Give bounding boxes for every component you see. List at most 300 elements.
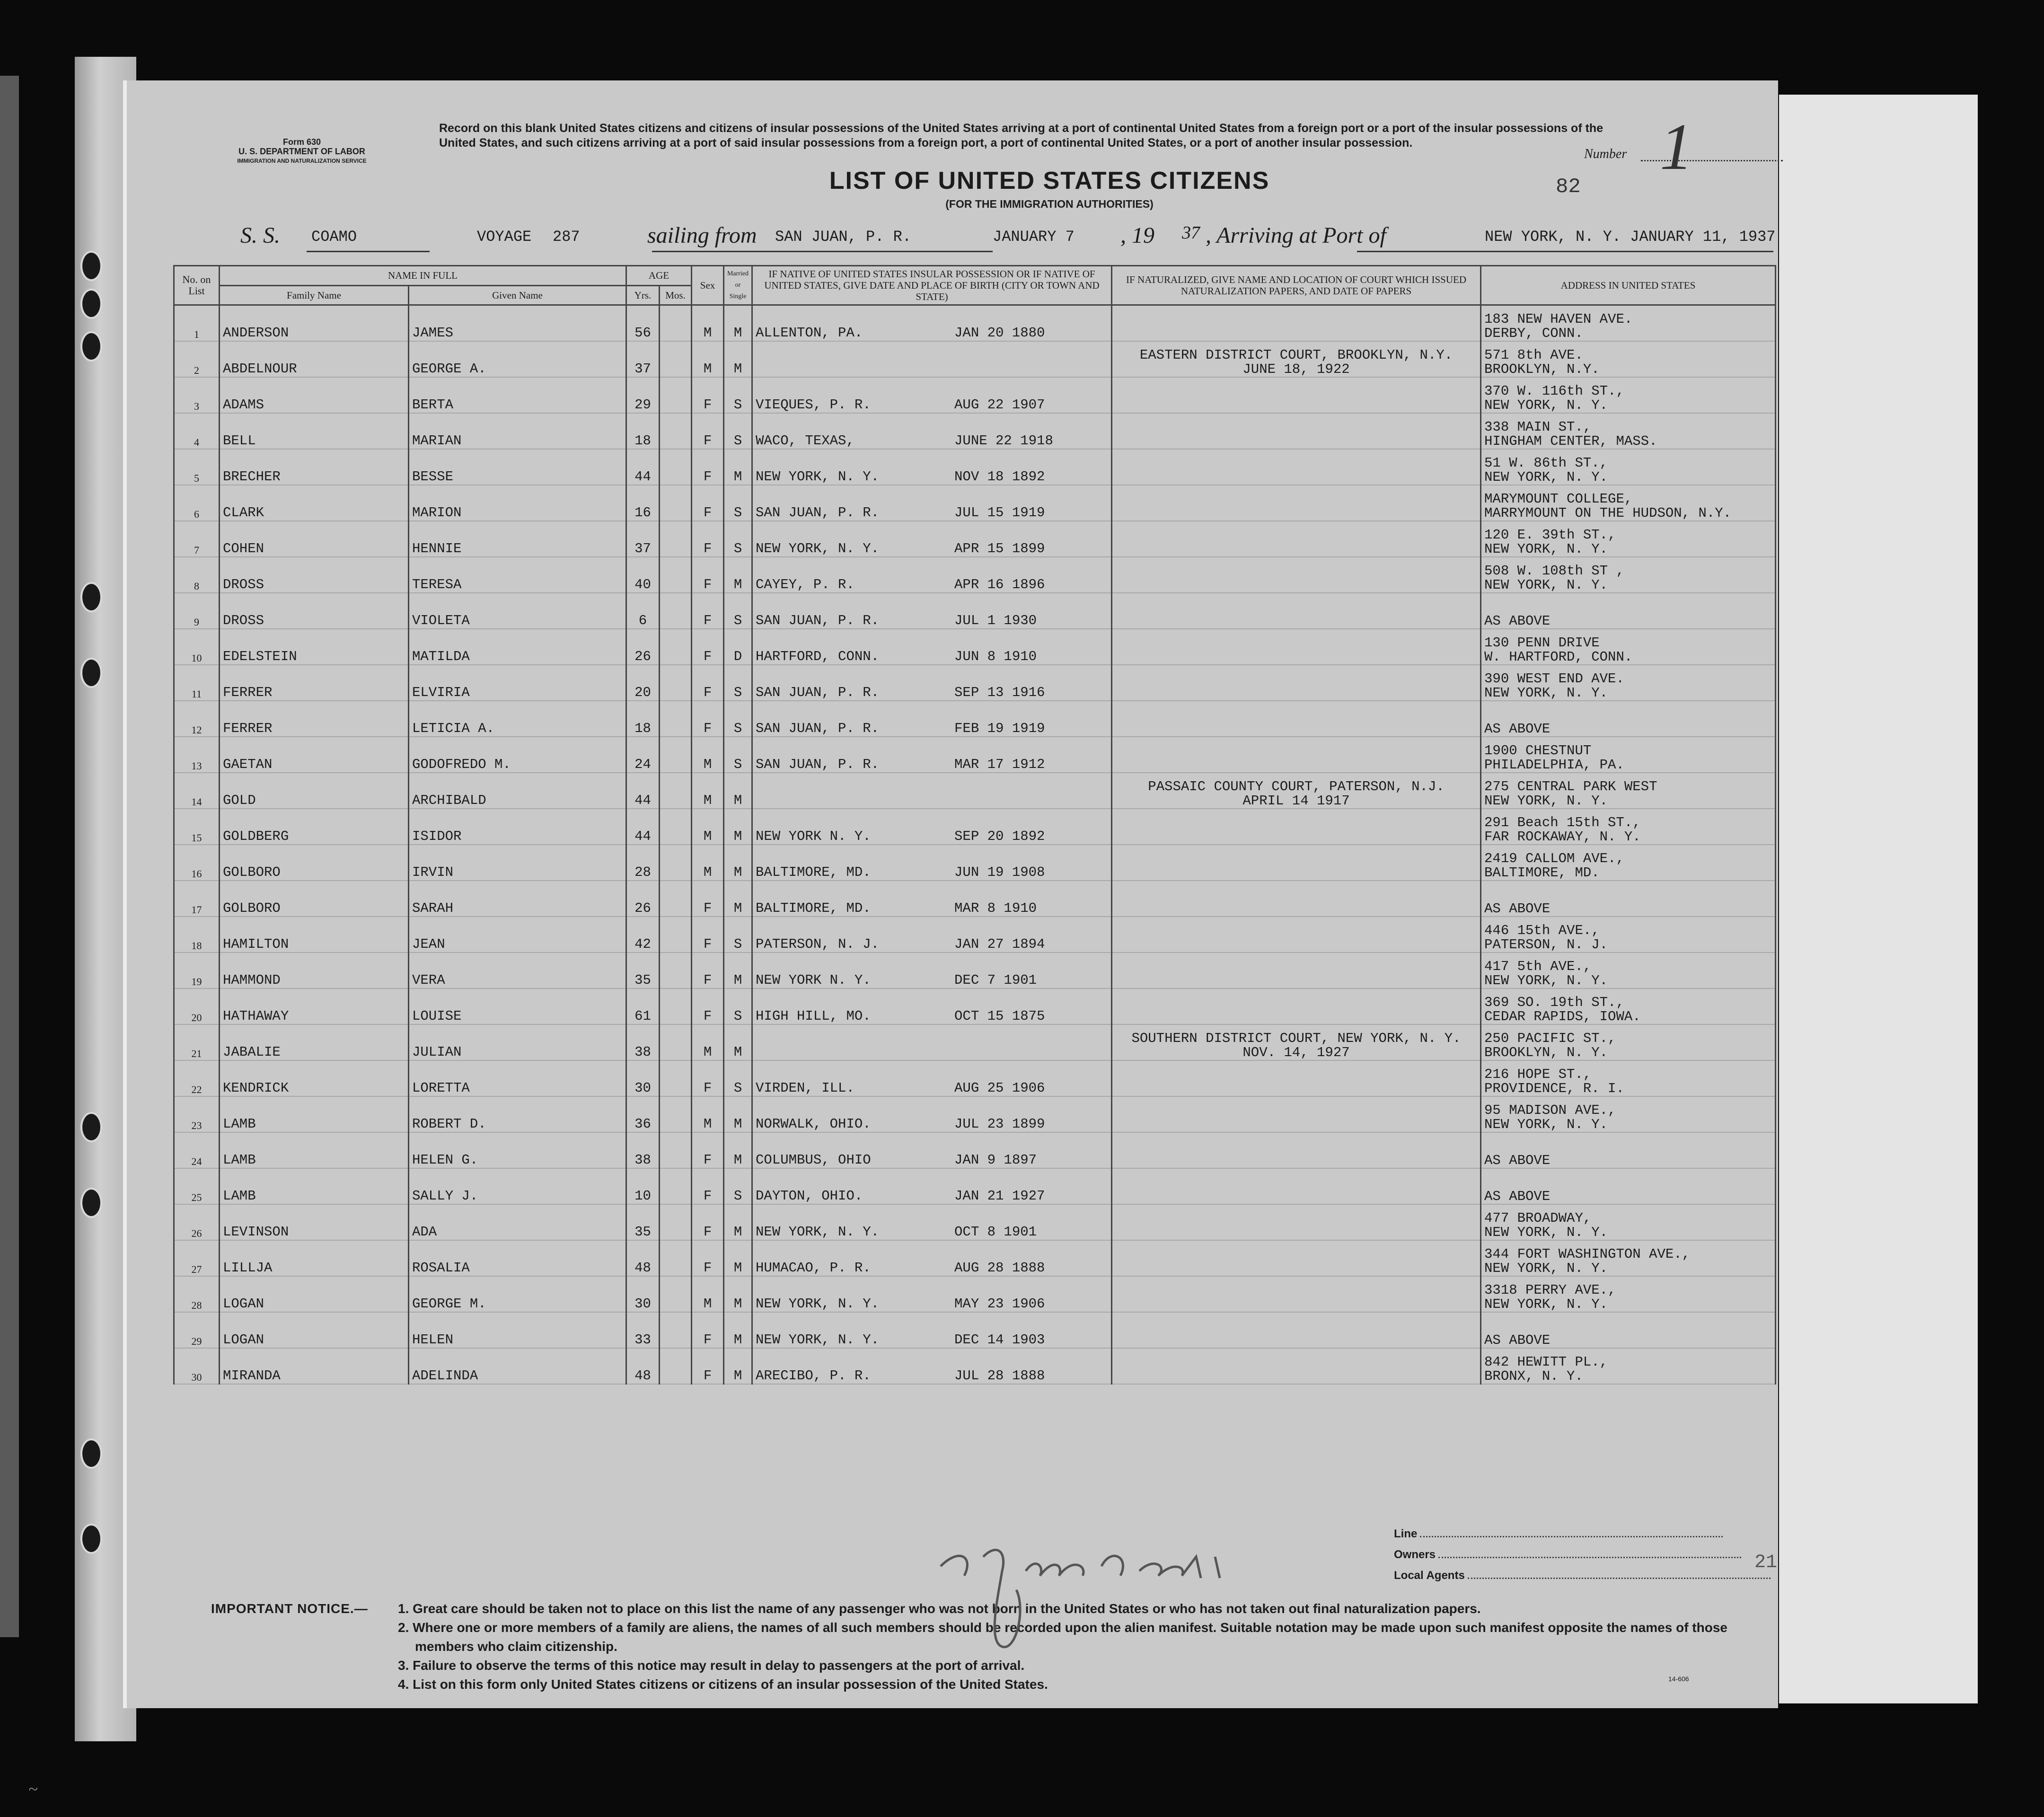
- table-row: [174, 341, 1776, 377]
- age-months-cell: [660, 988, 692, 1024]
- address-cell: [1481, 377, 1776, 413]
- age-months-cell: [660, 881, 692, 917]
- court-date: NOV. 14, 1927: [1242, 1045, 1350, 1060]
- document-title: LIST OF UNITED STATES CITIZENS: [829, 167, 1270, 194]
- sex-cell: F: [692, 377, 724, 413]
- address-line-1: 2419 CALLOM AVE.,: [1484, 851, 1624, 866]
- naturalization-cell: [1112, 341, 1481, 377]
- birth-date: JUL 23 1899: [954, 1116, 1045, 1132]
- intro-text: Record on this blank United States citizens and citizens of insular possessions of the United States arriving at a port of continental United States from a foreign port or a port of the insular possessions of the United States, and such citizens arriving at a port of said insular possessions from a foreign port, a port of continental United States, or a port of another insular possession.: [439, 122, 1603, 150]
- marital-cell: S: [724, 377, 752, 413]
- row-number: 10: [174, 629, 220, 665]
- age-months-cell: [660, 1132, 692, 1168]
- age-years-cell: 10: [626, 1168, 660, 1204]
- family-name-cell: LAMB: [220, 1132, 409, 1168]
- address-line-2: NEW YORK, N. Y.: [1484, 469, 1608, 485]
- age-months-cell: [660, 377, 692, 413]
- row-number: 11: [174, 665, 220, 701]
- given-name-cell: ROSALIA: [409, 1240, 626, 1276]
- row-number: 2: [174, 341, 220, 377]
- table-row: [174, 988, 1776, 1024]
- notice-item: 4. List on this form only United States citizens or citizens of an insular possession of the United States.: [398, 1677, 1048, 1692]
- address-cell: [1481, 1204, 1776, 1240]
- naturalization-cell: [1112, 485, 1481, 521]
- age-months-cell: [660, 449, 692, 485]
- age-years-cell: 29: [626, 377, 660, 413]
- address-line-1: 275 CENTRAL PARK WEST: [1484, 779, 1657, 794]
- birth-cell: [752, 917, 1112, 953]
- table-row: [174, 809, 1776, 845]
- row-number: 5: [174, 449, 220, 485]
- family-name-cell: BRECHER: [220, 449, 409, 485]
- sex-cell: F: [692, 449, 724, 485]
- birth-place: SAN JUAN, P. R.: [756, 685, 880, 700]
- header-name-in-full: NAME IN FULL: [220, 266, 626, 286]
- sex-cell: F: [692, 701, 724, 737]
- marital-cell: M: [724, 1312, 752, 1348]
- marital-cell: M: [724, 305, 752, 342]
- marital-cell: M: [724, 1132, 752, 1168]
- family-name-cell: FERRER: [220, 665, 409, 701]
- row-number: 21: [174, 1024, 220, 1060]
- sex-cell: F: [692, 1132, 724, 1168]
- table-row: [174, 1348, 1776, 1384]
- voyage-label: VOYAGE: [477, 228, 532, 246]
- given-name-cell: LETICIA A.: [409, 701, 626, 737]
- voyage-line: [240, 222, 1802, 251]
- birth-date: MAY 23 1906: [954, 1296, 1045, 1312]
- birth-place: NEW YORK, N. Y.: [756, 1224, 880, 1240]
- address-cell: [1481, 1348, 1776, 1384]
- address-line-2: NEW YORK, N. Y.: [1484, 1117, 1608, 1132]
- birth-date: JAN 21 1927: [954, 1188, 1045, 1204]
- row-number: 28: [174, 1276, 220, 1312]
- marital-cell: M: [724, 953, 752, 988]
- address-line-2: AS ABOVE: [1484, 1189, 1551, 1204]
- address-line-1: 130 PENN DRIVE: [1484, 635, 1600, 651]
- age-years-cell: 36: [626, 1096, 660, 1132]
- birth-cell: [752, 377, 1112, 413]
- age-months-cell: [660, 953, 692, 988]
- table-row: [174, 1240, 1776, 1276]
- adjacent-page-edge: [0, 76, 19, 1637]
- family-name-cell: HAMILTON: [220, 917, 409, 953]
- address-line-1: 120 E. 39th ST.,: [1484, 527, 1616, 543]
- header-naturalization: IF NATURALIZED, GIVE NAME AND LOCATION OF COURT WHICH ISSUED NATURALIZATION PAPERS, AND DATE OF PAPERS: [1112, 266, 1481, 305]
- given-name-cell: BERTA: [409, 377, 626, 413]
- age-years-cell: 28: [626, 845, 660, 881]
- given-name-cell: VIOLETA: [409, 593, 626, 629]
- naturalization-cell: [1112, 953, 1481, 988]
- age-months-cell: [660, 701, 692, 737]
- given-name-cell: MARION: [409, 485, 626, 521]
- table-row: [174, 629, 1776, 665]
- age-months-cell: [660, 521, 692, 557]
- form-number: Form 630: [282, 137, 321, 147]
- address-line-2: NEW YORK, N. Y.: [1484, 541, 1608, 557]
- notice-heading: IMPORTANT NOTICE.—: [211, 1601, 368, 1616]
- sex-cell: F: [692, 1168, 724, 1204]
- row-number: 9: [174, 593, 220, 629]
- given-name-cell: ELVIRIA: [409, 665, 626, 701]
- table-row: [174, 1276, 1776, 1312]
- birth-cell: [752, 1060, 1112, 1096]
- table-row: [174, 305, 1776, 342]
- given-name-cell: BESSE: [409, 449, 626, 485]
- marital-cell: S: [724, 593, 752, 629]
- birth-place: SAN JUAN, P. R.: [756, 757, 880, 772]
- age-years-cell: 26: [626, 881, 660, 917]
- age-years-cell: 30: [626, 1060, 660, 1096]
- address-cell: [1481, 1312, 1776, 1348]
- address-cell: [1481, 988, 1776, 1024]
- birth-cell: [752, 665, 1112, 701]
- birth-cell: [752, 1312, 1112, 1348]
- family-name-cell: GAETAN: [220, 737, 409, 773]
- marital-cell: S: [724, 665, 752, 701]
- marital-cell: M: [724, 1204, 752, 1240]
- line-label: Line: [1394, 1527, 1418, 1540]
- address-cell: [1481, 737, 1776, 773]
- given-name-cell: JEAN: [409, 917, 626, 953]
- punch-hole: [80, 331, 102, 362]
- naturalization-cell: [1112, 521, 1481, 557]
- address-cell: [1481, 1060, 1776, 1096]
- row-number: 8: [174, 557, 220, 593]
- age-years-cell: 35: [626, 953, 660, 988]
- family-name-cell: GOLDBERG: [220, 809, 409, 845]
- owners-field: [1438, 1557, 1741, 1558]
- address-cell: [1481, 881, 1776, 917]
- age-years-cell: 48: [626, 1348, 660, 1384]
- sex-cell: F: [692, 1204, 724, 1240]
- address-cell: [1481, 1276, 1776, 1312]
- address-line-1: 369 SO. 19th ST.,: [1484, 995, 1624, 1010]
- birth-place: SAN JUAN, P. R.: [756, 505, 880, 520]
- given-name-cell: JAMES: [409, 305, 626, 342]
- birth-place: SAN JUAN, P. R.: [756, 613, 880, 628]
- address-cell: [1481, 521, 1776, 557]
- birth-cell: [752, 341, 1112, 377]
- address-line-2: NEW YORK, N. Y.: [1484, 1297, 1608, 1312]
- given-name-cell: MATILDA: [409, 629, 626, 665]
- given-name-cell: TERESA: [409, 557, 626, 593]
- sex-cell: M: [692, 845, 724, 881]
- sex-cell: F: [692, 413, 724, 449]
- naturalization-cell: [1112, 881, 1481, 917]
- table-row: [174, 521, 1776, 557]
- birth-place: ALLENTON, PA.: [756, 325, 863, 341]
- birth-cell: [752, 1348, 1112, 1384]
- naturalization-cell: [1112, 1348, 1481, 1384]
- sex-cell: M: [692, 1024, 724, 1060]
- birth-place: HUMACAO, P. R.: [756, 1260, 871, 1276]
- sex-cell: M: [692, 1096, 724, 1132]
- ship-name: COAMO: [311, 228, 357, 246]
- table-row: [174, 1096, 1776, 1132]
- family-name-cell: FERRER: [220, 701, 409, 737]
- birth-cell: [752, 1132, 1112, 1168]
- page-stamp: 82: [1556, 175, 1581, 199]
- row-number: 23: [174, 1096, 220, 1132]
- court-name: EASTERN DISTRICT COURT, BROOKLYN, N.Y.: [1139, 347, 1453, 363]
- age-years-cell: 33: [626, 1312, 660, 1348]
- family-name-cell: BELL: [220, 413, 409, 449]
- table-row: [174, 485, 1776, 521]
- birth-date: DEC 14 1903: [954, 1332, 1045, 1348]
- birth-date: JAN 9 1897: [954, 1152, 1037, 1168]
- address-cell: [1481, 1240, 1776, 1276]
- age-months-cell: [660, 1024, 692, 1060]
- age-years-cell: 40: [626, 557, 660, 593]
- birth-date: JAN 27 1894: [954, 936, 1045, 952]
- naturalization-cell: [1112, 557, 1481, 593]
- court-name: PASSAIC COUNTY COURT, PATERSON, N.J.: [1148, 779, 1445, 794]
- birth-date: JUL 1 1930: [954, 613, 1037, 628]
- form-identifier: [236, 137, 368, 166]
- age-months-cell: [660, 737, 692, 773]
- ship-underline: [307, 251, 430, 252]
- document-subtitle: (FOR THE IMMIGRATION AUTHORITIES): [945, 198, 1154, 210]
- birth-date: JUNE 22 1918: [954, 433, 1053, 449]
- age-months-cell: [660, 773, 692, 809]
- family-name-cell: EDELSTEIN: [220, 629, 409, 665]
- table-row: [174, 917, 1776, 953]
- marital-cell: M: [724, 557, 752, 593]
- age-years-cell: 30: [626, 1276, 660, 1312]
- birth-place: NEW YORK, N. Y.: [756, 1296, 880, 1312]
- date-underline: [652, 251, 993, 252]
- naturalization-cell: [1112, 988, 1481, 1024]
- family-name-cell: LOGAN: [220, 1312, 409, 1348]
- notice-item: 3. Failure to observe the terms of this notice may result in delay to passengers at the port of arrival.: [398, 1658, 1025, 1673]
- age-years-cell: 44: [626, 809, 660, 845]
- family-name-cell: ABDELNOUR: [220, 341, 409, 377]
- sex-cell: F: [692, 1348, 724, 1384]
- row-number: 16: [174, 845, 220, 881]
- address-line-1: 95 MADISON AVE.,: [1484, 1103, 1616, 1118]
- given-name-cell: JULIAN: [409, 1024, 626, 1060]
- birth-place: PATERSON, N. J.: [756, 936, 880, 952]
- table-row: [174, 1060, 1776, 1096]
- agents-field: [1468, 1578, 1771, 1579]
- address-line-2: NEW YORK, N. Y.: [1484, 685, 1608, 701]
- punch-hole: [80, 658, 102, 688]
- birth-cell: [752, 413, 1112, 449]
- family-name-cell: HATHAWAY: [220, 988, 409, 1024]
- row-number: 14: [174, 773, 220, 809]
- row-number: 19: [174, 953, 220, 988]
- address-cell: [1481, 629, 1776, 665]
- number-label: Number: [1584, 147, 1627, 161]
- address-line-1: 446 15th AVE.,: [1484, 923, 1600, 938]
- marital-cell: S: [724, 521, 752, 557]
- table-row: [174, 557, 1776, 593]
- header-mos: Mos.: [660, 285, 692, 305]
- birth-cell: [752, 449, 1112, 485]
- age-years-cell: 6: [626, 593, 660, 629]
- birth-cell: [752, 845, 1112, 881]
- address-line-2: BRONX, N. Y.: [1484, 1368, 1583, 1384]
- age-years-cell: 18: [626, 413, 660, 449]
- marital-cell: M: [724, 845, 752, 881]
- birth-date: NOV 18 1892: [954, 469, 1045, 485]
- birth-place: COLUMBUS, OHIO: [756, 1152, 871, 1168]
- marital-cell: S: [724, 485, 752, 521]
- birth-cell: [752, 988, 1112, 1024]
- family-name-cell: LEVINSON: [220, 1204, 409, 1240]
- row-number: 29: [174, 1312, 220, 1348]
- sex-cell: M: [692, 809, 724, 845]
- given-name-cell: SALLY J.: [409, 1168, 626, 1204]
- header-birth: IF NATIVE OF UNITED STATES INSULAR POSSESSION OR IF NATIVE OF UNITED STATES, GIVE DATE AND PLACE OF BIRTH (CITY OR TOWN AND STATE): [752, 266, 1112, 305]
- table-row: [174, 593, 1776, 629]
- address-line-2: NEW YORK, N. Y.: [1484, 1261, 1608, 1276]
- address-cell: [1481, 701, 1776, 737]
- birth-date: OCT 15 1875: [954, 1008, 1045, 1024]
- age-months-cell: [660, 917, 692, 953]
- given-name-cell: GODOFREDO M.: [409, 737, 626, 773]
- age-years-cell: 16: [626, 485, 660, 521]
- birth-cell: [752, 1096, 1112, 1132]
- age-years-cell: 61: [626, 988, 660, 1024]
- given-name-cell: HENNIE: [409, 521, 626, 557]
- address-cell: [1481, 1132, 1776, 1168]
- year-prefix: , 19: [1120, 223, 1154, 248]
- birth-cell: [752, 1168, 1112, 1204]
- punch-hole: [80, 251, 102, 281]
- given-name-cell: SARAH: [409, 881, 626, 917]
- address-line-2: NEW YORK, N. Y.: [1484, 793, 1608, 809]
- address-cell: [1481, 1096, 1776, 1132]
- notice-item: 2. Where one or more members of a family are aliens, the names of all such members should be recorded upon the alien manifest. Suitable notation may be made upon such manifest opposite the names of those members who claim citizenship.: [398, 1620, 1727, 1654]
- age-years-cell: 48: [626, 1240, 660, 1276]
- row-number: 1: [174, 305, 220, 342]
- birth-place: VIRDEN, ILL.: [756, 1080, 855, 1096]
- notice-item: 1. Great care should be taken not to place on this list the name of any passenger who was not born in the United States or who has not taken out final naturalization papers.: [398, 1601, 1481, 1616]
- given-name-cell: HELEN G.: [409, 1132, 626, 1168]
- marital-cell: S: [724, 701, 752, 737]
- departure-date: JANUARY 7: [993, 228, 1075, 246]
- age-months-cell: [660, 485, 692, 521]
- birth-place: NEW YORK N. Y.: [756, 829, 871, 844]
- address-line-1: 338 MAIN ST.,: [1484, 419, 1592, 435]
- punch-hole: [80, 1524, 102, 1554]
- header-address: ADDRESS IN UNITED STATES: [1481, 266, 1776, 305]
- table-row: [174, 701, 1776, 737]
- age-months-cell: [660, 1312, 692, 1348]
- address-line-1: 216 HOPE ST.,: [1484, 1067, 1592, 1082]
- birth-date: APR 16 1896: [954, 577, 1045, 592]
- age-years-cell: 24: [626, 737, 660, 773]
- address-line-1: 3318 PERRY AVE.,: [1484, 1282, 1616, 1298]
- given-name-cell: HELEN: [409, 1312, 626, 1348]
- table-row: [174, 845, 1776, 881]
- sex-cell: F: [692, 1312, 724, 1348]
- naturalization-cell: [1112, 1204, 1481, 1240]
- address-line-1: 477 BROADWAY,: [1484, 1210, 1592, 1226]
- punch-hole: [80, 1112, 102, 1142]
- given-name-cell: GEORGE A.: [409, 341, 626, 377]
- sex-cell: M: [692, 1276, 724, 1312]
- address-cell: [1481, 341, 1776, 377]
- address-cell: [1481, 1168, 1776, 1204]
- address-line-1: 390 WEST END AVE.: [1484, 671, 1624, 687]
- court-date: APRIL 14 1917: [1242, 793, 1350, 809]
- family-name-cell: ANDERSON: [220, 305, 409, 342]
- age-months-cell: [660, 1204, 692, 1240]
- sex-cell: F: [692, 593, 724, 629]
- naturalization-cell: [1112, 701, 1481, 737]
- age-months-cell: [660, 1168, 692, 1204]
- address-line-2: PHILADELPHIA, PA.: [1484, 757, 1624, 773]
- age-years-cell: 37: [626, 521, 660, 557]
- sex-cell: F: [692, 557, 724, 593]
- age-years-cell: 38: [626, 1024, 660, 1060]
- marital-cell: S: [724, 1168, 752, 1204]
- row-number: 22: [174, 1060, 220, 1096]
- address-line-2: AS ABOVE: [1484, 1153, 1551, 1168]
- given-name-cell: ARCHIBALD: [409, 773, 626, 809]
- address-line-2: NEW YORK, N. Y.: [1484, 397, 1608, 413]
- row-number: 13: [174, 737, 220, 773]
- arrival-port-date: NEW YORK, N. Y. JANUARY 11, 1937: [1485, 228, 1776, 246]
- sex-cell: F: [692, 917, 724, 953]
- signoff-labels: [1394, 1524, 1771, 1586]
- birth-date: MAR 17 1912: [954, 757, 1045, 772]
- address-line-1: 571 8th AVE.: [1484, 347, 1583, 363]
- sex-cell: F: [692, 485, 724, 521]
- address-line-2: BROOKLYN, N.Y.: [1484, 362, 1600, 377]
- address-line-1: 508 W. 108th ST ,: [1484, 563, 1624, 579]
- marital-cell: M: [724, 1024, 752, 1060]
- arriving-label: , Arriving at Port of: [1206, 223, 1386, 248]
- address-line-1: 344 FORT WASHINGTON AVE.,: [1484, 1246, 1691, 1262]
- age-months-cell: [660, 1348, 692, 1384]
- naturalization-cell: [1112, 629, 1481, 665]
- birth-place: NORWALK, OHIO.: [756, 1116, 871, 1132]
- address-cell: [1481, 305, 1776, 342]
- birth-cell: [752, 593, 1112, 629]
- given-name-cell: ROBERT D.: [409, 1096, 626, 1132]
- address-line-2: HINGHAM CENTER, MASS.: [1484, 433, 1657, 449]
- voyage-number: 287: [553, 228, 580, 246]
- naturalization-cell: [1112, 449, 1481, 485]
- table-row: [174, 377, 1776, 413]
- birth-date: AUG 28 1888: [954, 1260, 1045, 1276]
- address-line-2: PATERSON, N. J.: [1484, 937, 1608, 953]
- row-number: 6: [174, 485, 220, 521]
- address-line-1: 1900 CHESTNUT: [1484, 743, 1592, 759]
- address-line-2: DERBY, CONN.: [1484, 326, 1583, 341]
- family-name-cell: DROSS: [220, 557, 409, 593]
- address-line-2: NEW YORK, N. Y.: [1484, 1225, 1608, 1240]
- age-months-cell: [660, 1096, 692, 1132]
- naturalization-cell: [1112, 1024, 1481, 1060]
- marital-cell: S: [724, 917, 752, 953]
- ss-label: S. S.: [240, 223, 280, 248]
- naturalization-cell: [1112, 737, 1481, 773]
- family-name-cell: LOGAN: [220, 1276, 409, 1312]
- birth-cell: [752, 737, 1112, 773]
- age-years-cell: 56: [626, 305, 660, 342]
- age-years-cell: 42: [626, 917, 660, 953]
- birth-cell: [752, 1276, 1112, 1312]
- naturalization-cell: [1112, 917, 1481, 953]
- address-line-1: 370 W. 116th ST.,: [1484, 383, 1624, 399]
- birth-cell: [752, 305, 1112, 342]
- punch-holes: [76, 0, 104, 1817]
